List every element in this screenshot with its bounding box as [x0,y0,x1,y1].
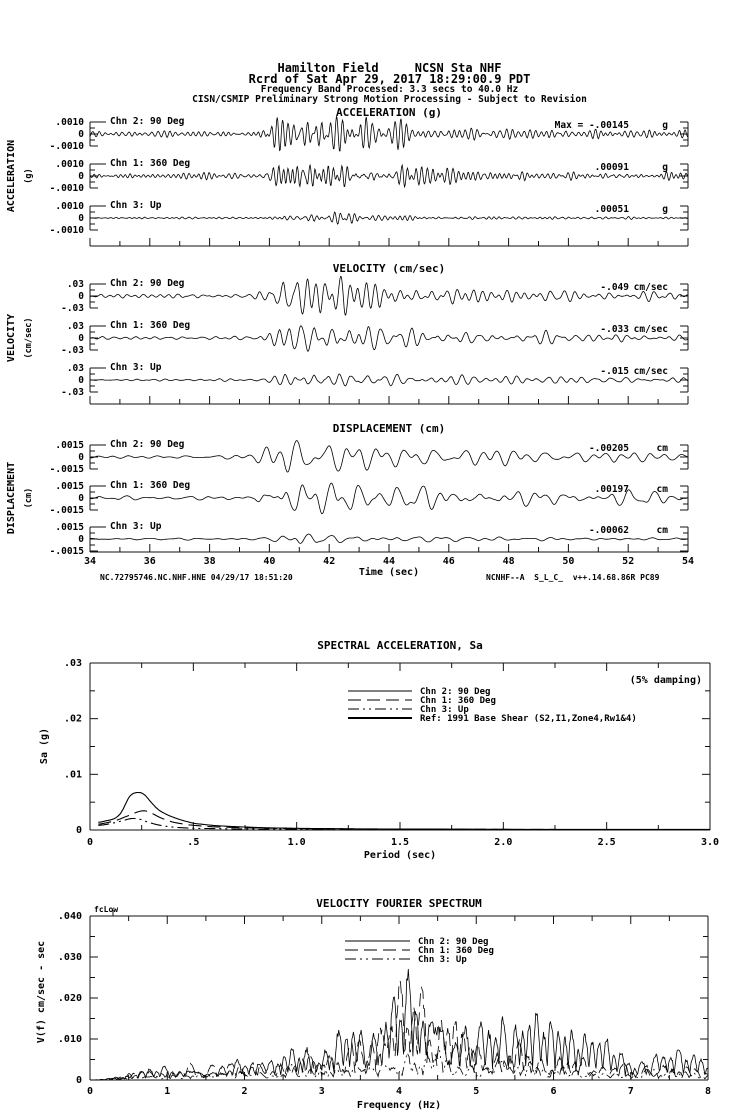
peak-value-label: -.00062 [588,525,629,536]
y-tick-label: .0015 [55,481,84,492]
fourier-curve-chn-2-90-deg [90,969,708,1080]
time-tick-label: 48 [502,556,515,567]
channel-label: Chn 1: 360 Deg [110,158,191,169]
y-tick-label: -.03 [61,345,84,356]
y-tick-label: 0 [78,534,84,545]
channel-label: Chn 3: Up [110,362,162,373]
sa-y-tick-label: .01 [63,769,82,781]
fourier-x-tick-label: 5 [473,1086,480,1097]
velocity-title: VELOCITY (cm/sec) [332,262,446,275]
y-tick-label: 0 [78,213,84,224]
fourier-x-tick-label: 3 [318,1086,325,1097]
time-axis-title: Time (sec) [358,567,420,578]
peak-units-label: cm [656,525,668,536]
peak-units-label: cm [656,484,668,495]
header-station-line: Hamilton Field NCSN Sta NHF [277,61,502,75]
time-tick-label: 42 [323,556,336,567]
low-corner-frequency-marker: fcLow [94,905,119,914]
peak-units-label: g [662,204,668,215]
fourier-legend-label: Chn 3: Up [418,955,467,965]
fourier-y-tick-label: .010 [57,1034,82,1045]
y-tick-label: 0 [78,333,84,344]
y-tick-label: .03 [66,363,84,374]
y-tick-label: 0 [78,493,84,504]
peak-value-label: .00197 [594,484,629,495]
fourier-x-tick-label: 8 [704,1086,712,1097]
channel-label: Chn 1: 360 Deg [110,480,191,491]
sa-x-tick-label: 2.5 [597,837,616,848]
y-tick-label: -.0010 [49,141,84,152]
y-tick-label: .03 [66,321,84,332]
sa-y-axis-title: Sa (g) [39,727,50,765]
time-tick-label: 40 [263,556,276,567]
y-tick-label: .0010 [55,159,84,170]
sa-x-tick-label: 1.0 [287,837,306,848]
fourier-x-axis-title: Frequency (Hz) [356,1100,442,1111]
channel-label: Chn 2: 90 Deg [110,278,185,289]
sa-y-tick-label: .03 [63,658,82,669]
y-tick-label: .03 [66,279,84,290]
fourier-x-tick-label: 4 [395,1086,403,1097]
fourier-y-axis-title: V(f) cm/sec - sec [36,940,47,1044]
waveform-velocity-chn-3-up [90,374,688,386]
time-tick-label: 34 [83,556,97,567]
displacement-axis-label: DISPLACEMENT [6,461,17,535]
fourier-legend-label: Chn 1: 360 Deg [418,946,494,956]
peak-units-label: g [662,120,668,131]
y-tick-label: .0010 [55,117,84,128]
peak-value-label: .00091 [594,162,629,173]
fourier-y-tick-label: .030 [57,952,82,963]
displacement-title: DISPLACEMENT (cm) [332,422,446,435]
y-tick-label: 0 [78,129,84,140]
sa-x-tick-label: 0 [86,837,94,848]
fourier-x-tick-label: 6 [550,1086,557,1097]
acceleration-title: ACCELERATION (g) [336,106,442,119]
processing-code-footer: NCNHF--A S_L_C_ v++.14.68.86R PC89 [486,573,660,582]
y-tick-label: -.0010 [49,183,84,194]
channel-label: Chn 1: 360 Deg [110,320,191,331]
channel-label: Chn 2: 90 Deg [110,116,185,127]
peak-value-label: .00051 [594,204,629,215]
peak-units-label: cm/sec [633,282,668,293]
time-tick-label: 52 [622,556,635,567]
sa-legend-label: Chn 3: Up [420,705,469,715]
peak-value-label: Max = -.00145 [554,120,629,131]
peak-value-label: -.049 [600,282,629,293]
y-tick-label: -.0010 [49,225,84,236]
y-tick-label: .0015 [55,440,84,451]
time-tick-label: 46 [442,556,455,567]
velocity-axis-units-label: (cm/sec) [24,317,34,359]
fourier-y-tick-label: 0 [75,1075,82,1086]
y-tick-label: -.03 [61,387,84,398]
sa-legend-label: Ref: 1991 Base Shear (S2,I1,Zone4,Rw1&4) [420,714,637,724]
time-tick-label: 36 [143,556,156,567]
header-record-line: Rcrd of Sat Apr 29, 2017 18:29:00.9 PDT [248,72,531,86]
sa-x-axis-title: Period (sec) [363,850,437,861]
peak-value-label: -.033 [600,324,629,335]
sa-x-tick-label: 2.0 [494,837,513,848]
peak-units-label: cm/sec [633,366,668,377]
fourier-x-tick-label: 1 [164,1086,171,1097]
y-tick-label: 0 [78,291,84,302]
time-tick-label: 44 [382,556,396,567]
sa-legend-label: Chn 2: 90 Deg [420,687,491,697]
channel-label: Chn 3: Up [110,200,162,211]
sa-x-tick-label: .5 [187,837,200,848]
record-id-footer: NC.72795746.NC.NHF.HNE 04/29/17 18:51:20 [100,573,293,582]
sa-curve-chn-3-up [98,819,710,830]
sa-x-tick-label: 1.5 [390,837,410,848]
sa-x-tick-label: 3.0 [700,837,720,848]
time-tick-label: 50 [562,556,575,567]
fourier-x-tick-label: 2 [241,1086,248,1097]
y-tick-label: 0 [78,452,84,463]
sa-curve-chn-1-360-deg [98,811,710,830]
y-tick-label: -.0015 [49,505,84,516]
time-tick-label: 38 [203,556,216,567]
y-tick-label: .0010 [55,201,84,212]
header-frequency-band-line: Frequency Band Processed: 3.3 secs to 40.0 Hz [260,84,519,95]
peak-units-label: g [662,162,668,173]
sa-curve-chn-2-90-deg [98,793,710,830]
channel-label: Chn 3: Up [110,521,162,532]
sa-y-tick-label: .02 [63,713,82,725]
y-tick-label: 0 [78,375,84,386]
time-tick-label: 54 [681,556,695,567]
peak-units-label: cm/sec [633,324,668,335]
fourier-y-tick-label: .020 [57,993,82,1004]
sa-legend-label: Chn 1: 360 Deg [420,696,496,706]
peak-units-label: cm [656,443,668,454]
peak-value-label: -.015 [600,366,629,377]
fourier-x-tick-label: 7 [627,1086,634,1097]
acceleration-axis-label: ACCELERATION [6,139,17,213]
y-tick-label: -.03 [61,303,84,314]
fourier-x-tick-label: 0 [86,1086,94,1097]
y-tick-label: -.0015 [49,464,84,475]
peak-value-label: -.00205 [588,443,629,454]
sa-title: SPECTRAL ACCELERATION, Sa [317,639,483,652]
header-processing-line: CISN/CSMIP Preliminary Strong Motion Processing - Subject to Revision [192,94,587,105]
displacement-axis-units-label: (cm) [24,487,34,509]
sa-y-tick-label: 0 [75,825,82,836]
y-tick-label: .0015 [55,522,84,533]
velocity-axis-label: VELOCITY [6,313,17,363]
y-tick-label: 0 [78,171,84,182]
y-tick-label: -.0015 [49,546,84,557]
fourier-y-tick-label: .040 [57,911,82,922]
fourier-title: VELOCITY FOURIER SPECTRUM [316,897,482,910]
fourier-legend-label: Chn 2: 90 Deg [418,937,489,947]
damping-note: (5% damping) [629,675,702,686]
acceleration-axis-units-label: (g) [24,168,34,184]
channel-label: Chn 2: 90 Deg [110,439,185,450]
